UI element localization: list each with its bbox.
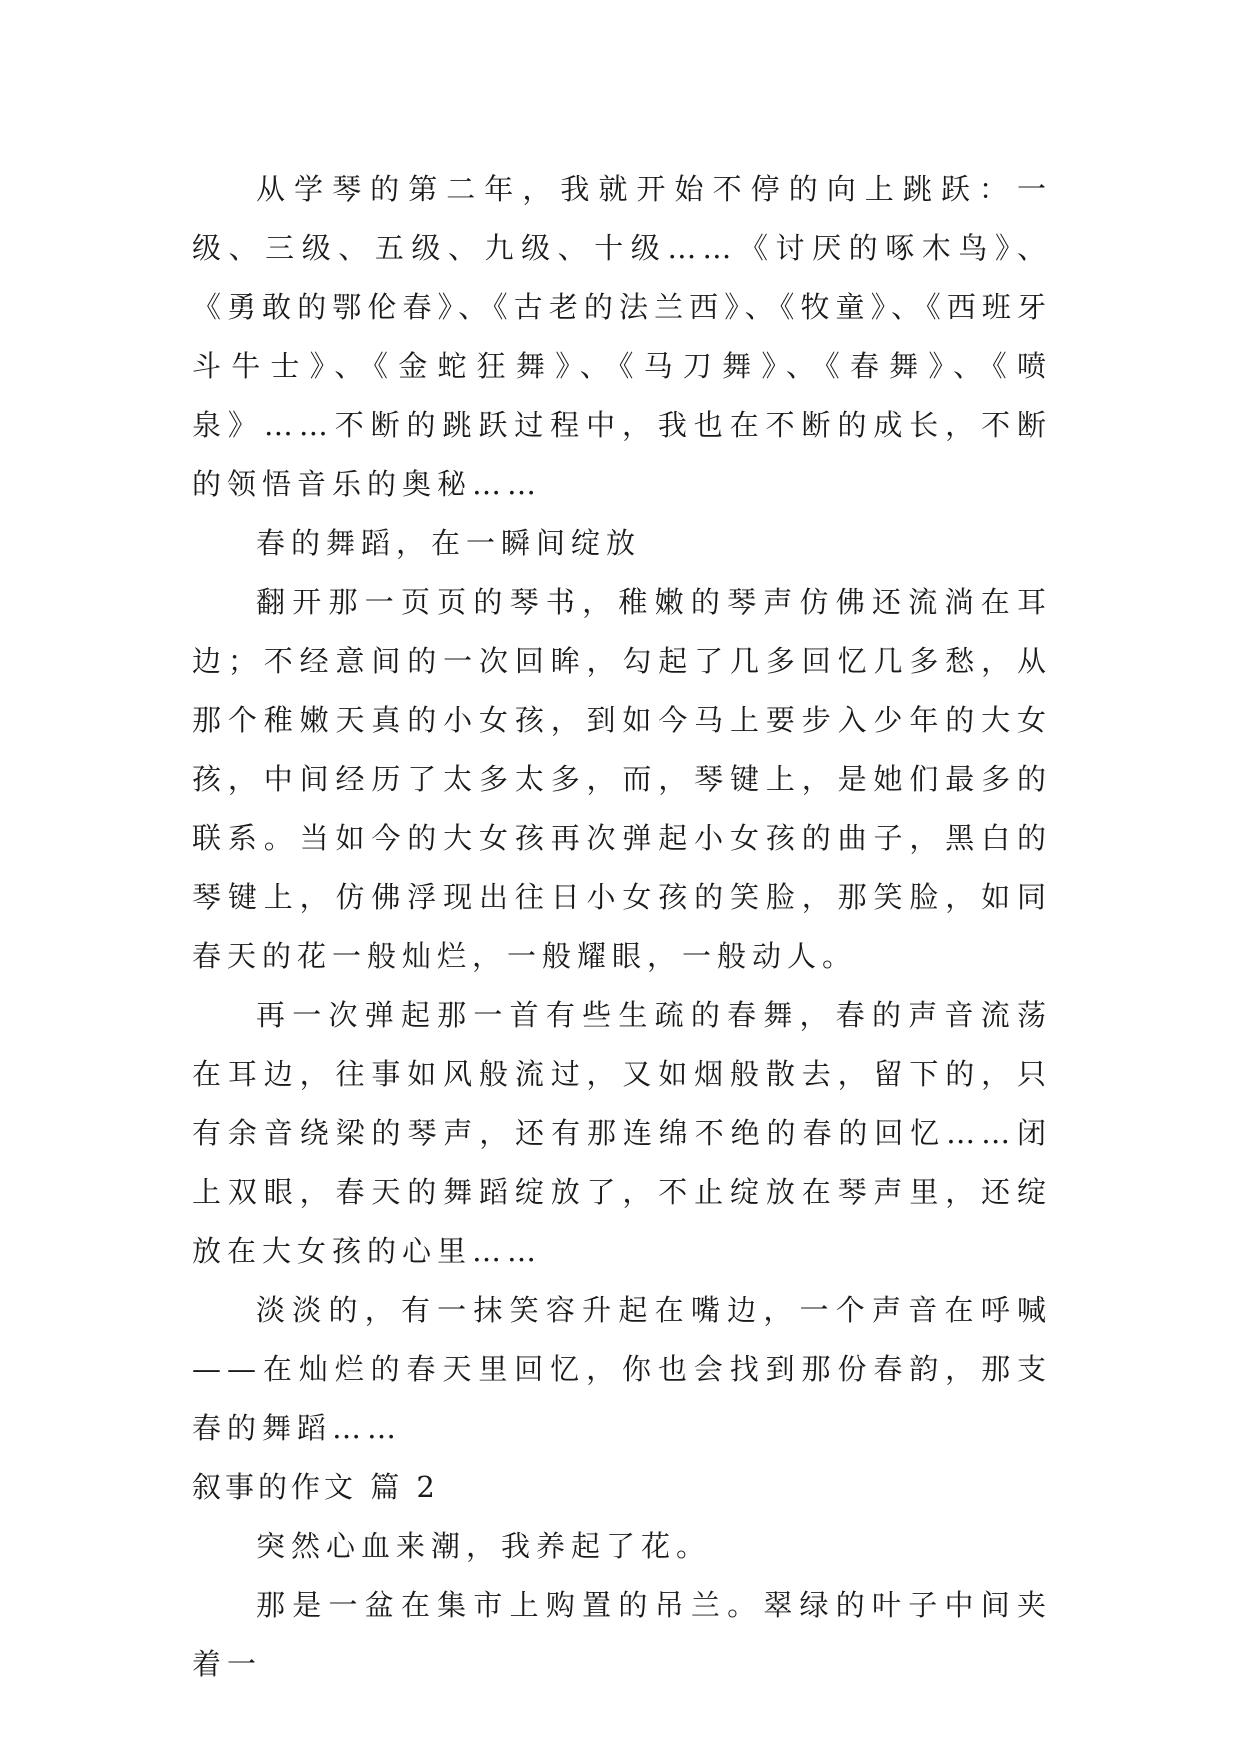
body-paragraph: 淡淡的，有一抹笑容升起在嘴边，一个声音在呼喊——在灿烂的春天里回忆，你也会找到那份春韵，那支春的舞蹈…… xyxy=(192,1293,1052,1445)
body-paragraph: 从学琴的第二年，我就开始不停的向上跳跃：一级、三级、五级、九级、十级……《讨厌的啄木鸟》、《勇敢的鄂伦春》、《古老的法兰西》、《牧童》、《西班牙斗牛士》、《金蛇狂舞》、《马刀舞》、《春舞》、《喷泉》……不断的跳跃过程中，我也在不断的成长，不断的领悟音乐的奥秘…… xyxy=(192,172,1052,501)
document-page xyxy=(192,160,1052,1694)
body-paragraph: 春的舞蹈，在一瞬间绽放 xyxy=(256,526,642,560)
body-paragraph: 突然心血来潮，我养起了花。 xyxy=(256,1529,712,1563)
section-heading: 叙事的作文 篇 2 xyxy=(192,1470,439,1504)
body-paragraph: 那是一盆在集市上购置的吊兰。翠绿的叶子中间夹着一 xyxy=(192,1588,1052,1681)
body-paragraph: 翻开那一页页的琴书，稚嫩的琴声仿佛还流淌在耳边；不经意间的一次回眸，勾起了几多回忆几多愁，从那个稚嫩天真的小女孩，到如今马上要步入少年的大女孩，中间经历了太多太多，而，琴键上，是她们最多的联系。当如今的大女孩再次弹起小女孩的曲子，黑白的琴键上，仿佛浮现出往日小女孩的笑脸，那笑脸，如同春天的花一般灿烂，一般耀眼，一般动人。 xyxy=(192,585,1052,973)
body-paragraph: 再一次弹起那一首有些生疏的春舞，春的声音流荡在耳边，往事如风般流过，又如烟般散去，留下的，只有余音绕梁的琴声，还有那连绵不绝的春的回忆……闭上双眼，春天的舞蹈绽放了，不止绽放在琴声里，还绽放在大女孩的心里…… xyxy=(192,998,1052,1268)
